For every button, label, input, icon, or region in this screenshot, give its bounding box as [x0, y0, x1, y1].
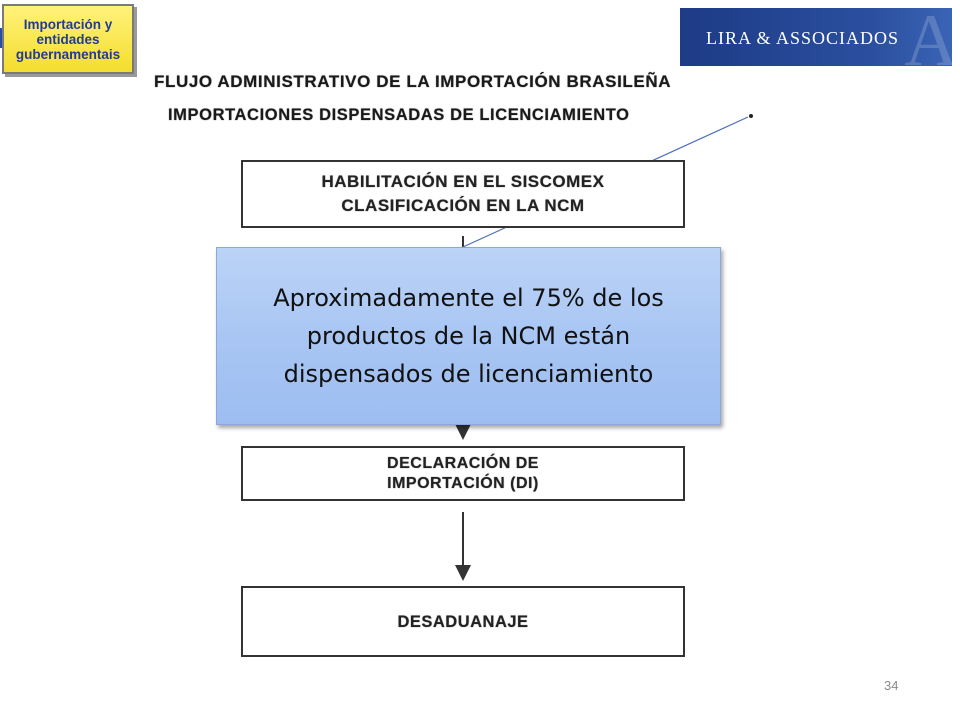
- step-label: HABILITACIÓN EN EL SISCOMEX CLASIFICACIÓN EN LA NCM: [321, 172, 605, 215]
- flow-title: FLUJO ADMINISTRATIVO DE LA IMPORTACIÓN BRASILEÑA: [154, 72, 672, 91]
- callout-note: [216, 247, 721, 425]
- subtitle-asterisk: [749, 114, 753, 118]
- step-label: DECLARACIÓN DE IMPORTACIÓN (DI): [387, 454, 539, 492]
- callout-text: Aproximadamente el 75% de los productos de la NCM están dispensados de licenciamiento: [273, 284, 664, 388]
- flow-subtitle: IMPORTACIONES DISPENSADAS DE LICENCIAMIENTO: [168, 106, 630, 124]
- step-habilitacion: [241, 160, 685, 228]
- step-desaduanaje: [241, 586, 685, 657]
- section-tag-label: Importación y entidades gubernamentais: [15, 16, 121, 62]
- logo-text: LIRA & ASSOCIADOS: [706, 28, 900, 48]
- step-declaracion: [241, 446, 685, 501]
- logo-mark-icon: A: [904, 0, 958, 82]
- page-number: 34: [884, 678, 899, 693]
- step-label: DESADUANAJE: [397, 612, 529, 631]
